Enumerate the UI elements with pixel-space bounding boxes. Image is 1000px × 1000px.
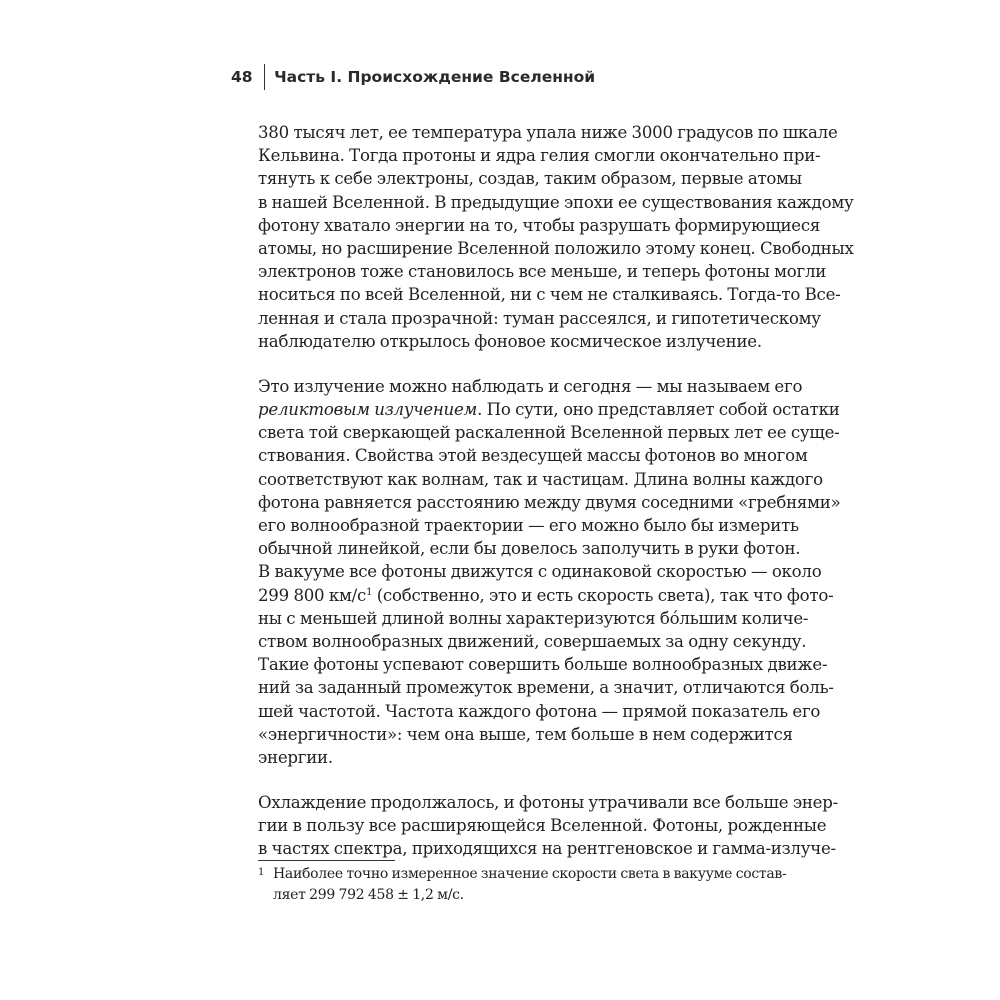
italic-term: реликтовым излучением — [258, 400, 478, 420]
text-line: тянуть к себе электроны, создав, таким образом, первые атомы — [258, 169, 802, 189]
footnote-line: ляет 299 792 458 ± 1,2 м/с. — [273, 887, 464, 903]
text-line: носиться по всей Вселенной, ни с чем не сталкиваясь. Тогда-то Все- — [258, 285, 841, 305]
text-line: света той сверкающей раскаленной Вселенной первых лет ее суще- — [258, 423, 840, 443]
text-line: энергии. — [258, 747, 333, 767]
text-line: В вакууме все фотоны движутся с одинаковой скоростью — около — [258, 562, 822, 582]
text-fragment: (собственно, это и есть скорость света), так что фото- — [372, 585, 834, 605]
text-fragment: . По сути, оно представляет собой остатки — [477, 400, 840, 420]
text-line: 380 тысяч лет, ее температура упала ниже 3000 градусов по шкале — [258, 123, 838, 142]
text-line: Это излучение можно наблюдать и сегодня — мы называем его — [258, 376, 803, 396]
text-line: в нашей Вселенной. В предыдущие эпохи ее существования каждому — [258, 192, 854, 212]
part-title: Часть I. Происхождение Вселенной — [274, 68, 596, 86]
footnote-marker: 1 — [258, 867, 265, 878]
paragraph-3 — [258, 791, 838, 861]
body-text — [258, 121, 854, 883]
text-line — [258, 398, 840, 421]
text-line: в частях спектра, приходящихся на рентгеновское и гамма-излуче- — [258, 839, 836, 859]
text-line: ствования. Свойства этой вездесущей массы фотонов во многом — [258, 446, 808, 466]
text-line: наблюдателю открылось фоновое космическое излучение. — [258, 331, 762, 351]
text-line: «энергичности»: чем она выше, тем больше в нем содержится — [258, 724, 793, 744]
footnote-reference[interactable]: 1 — [366, 586, 373, 598]
footnote — [258, 864, 787, 906]
page-number: 48 — [231, 68, 253, 86]
text-fragment: 299 800 км/с — [258, 585, 367, 605]
text-line: ством волнообразных движений, совершаемых за одну секунду. — [258, 631, 807, 651]
running-head — [231, 64, 595, 90]
text-line: Такие фотоны успевают совершить больше волнообразных движе- — [258, 655, 828, 675]
text-line: Охлаждение продолжалось, и фотоны утрачивали все больше энер- — [258, 793, 838, 813]
text-line: ленная и стала прозрачной: туман рассеялся, и гипотетическому — [258, 308, 821, 328]
footnote-rule — [258, 860, 395, 861]
text-line: Кельвина. Тогда протоны и ядра гелия смогли окончательно при- — [258, 146, 821, 166]
header-divider — [264, 64, 266, 90]
footnote-body — [273, 864, 787, 906]
paragraph-1 — [258, 121, 854, 353]
text-line: атомы, но расширение Вселенной положило этому конец. Свободных — [258, 238, 854, 258]
footnote-line: Наиболее точно измеренное значение скорости света в вакууме состав- — [273, 866, 787, 882]
text-line: шей частотой. Частота каждого фотона — прямой показатель его — [258, 701, 821, 721]
paragraph-2 — [258, 375, 841, 769]
text-line: фотона равняется расстоянию между двумя соседними «гребнями» — [258, 492, 841, 512]
text-line: соответствуют как волнам, так и частицам. Длина волны каждого — [258, 469, 823, 489]
text-line: электронов тоже становилось все меньше, и теперь фотоны могли — [258, 262, 827, 282]
text-line: ний за заданный промежуток времени, а значит, отличаются боль- — [258, 678, 834, 698]
text-line — [258, 584, 834, 607]
text-line: обычной линейкой, если бы довелось заполучить в руки фотон. — [258, 539, 801, 559]
text-line: ны с меньшей длиной волны характеризуются бóльшим количе- — [258, 608, 809, 628]
text-line: его волнообразной траектории — его можно было бы измерить — [258, 516, 799, 535]
text-line: гии в пользу все расширяющейся Вселенной. Фотоны, рожденные — [258, 816, 827, 836]
text-line: фотону хватало энергии на то, чтобы разрушать формирующиеся — [258, 215, 821, 235]
